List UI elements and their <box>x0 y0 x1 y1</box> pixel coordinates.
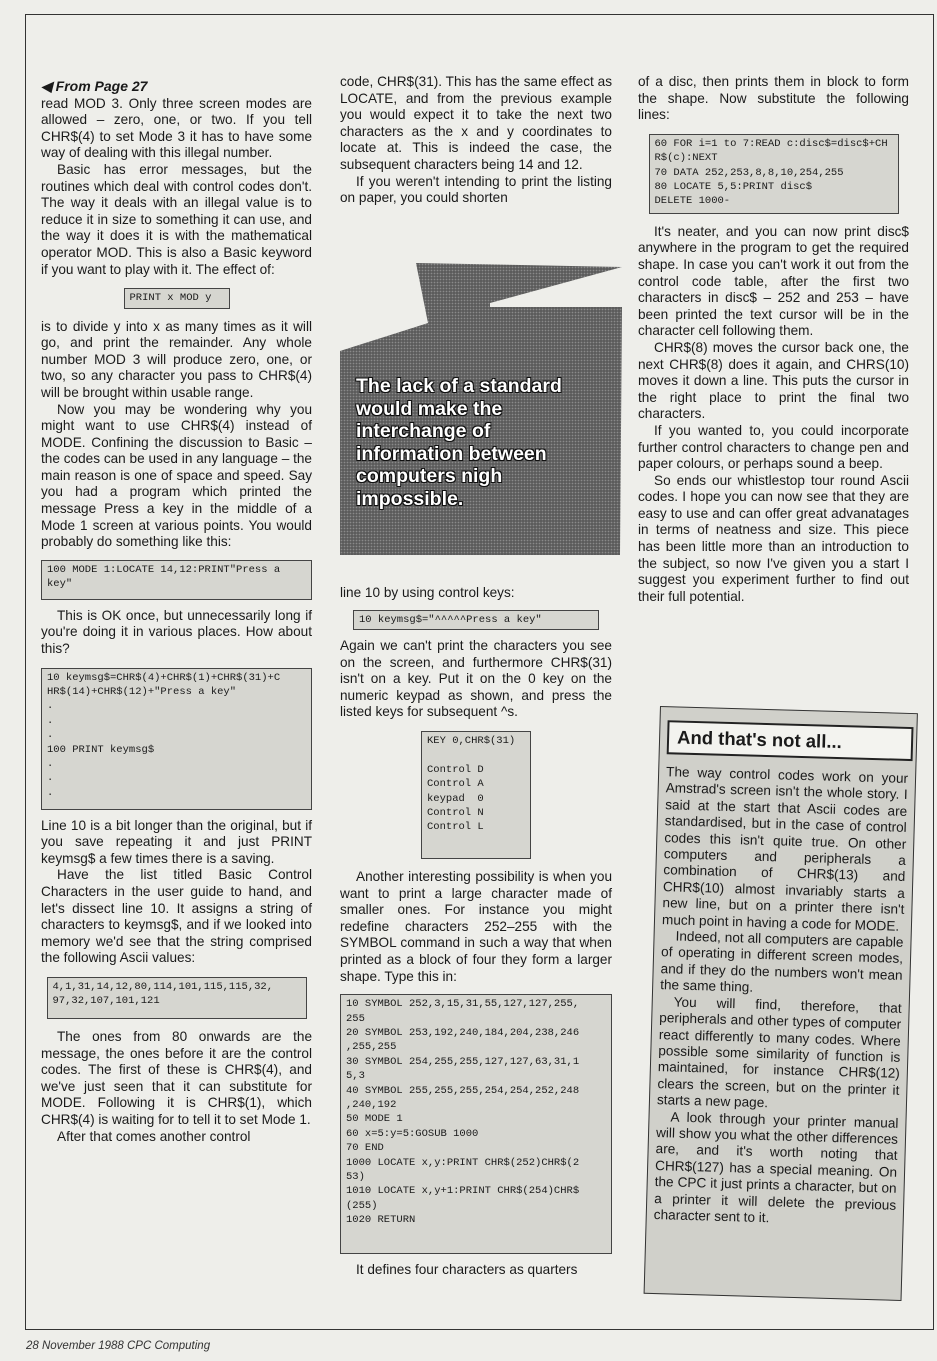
column-3 <box>638 74 909 605</box>
code-listing: 10 keymsg$=CHR$(4)+CHR$(1)+CHR$(31)+C HR$(14)+CHR$(12)+"Press a key" . . . 100 PRINT keymsg$ . . . <box>41 668 312 810</box>
paragraph: This is OK once, but unnecessarily long if you're doing it in various places. How about this? <box>41 607 312 657</box>
sidebar-box <box>643 706 922 1309</box>
paragraph: You will find, therefore, that peripherals and other types of computer react differently to many codes. Where possible some similarity of function is maintained, for instance CHR$(12) clears the screen, but on the printer it starts a new page. <box>656 994 902 1111</box>
paragraph: The way control codes work on your Amstrad's screen isn't the whole story. I said at the start that Ascii codes are standardised, but in the case of control codes this isn't quite true. On other computers and peripherals a combination of CHR$(13) and CHR$(10) almost invariably starts a new line, but on a printer there isn't much point in having a code for MODE. <box>661 764 909 934</box>
pull-quote <box>340 263 622 555</box>
paragraph: code, CHR$(31). This has the same effect as LOCATE, and from the previous example you would expect it to take the next two characters as the x and y coordinates to locate at. This is indeed the case, the subsequent characters being 14 and 12. <box>340 74 612 172</box>
paragraph: Now you may be wondering why you might want to use CHR$(4) instead of MODE. Confining the discussion to Basic – the codes can be used in any language – the main reason is one of space and speed. Say you had a program which printed the message Press a key in the middle of a Mode 1 screen at various points. You would probably do something like this: <box>41 401 312 550</box>
column-1 <box>41 80 312 1145</box>
column-2-bottom <box>340 585 612 1279</box>
paragraph: Line 10 is a bit longer than the original, but if you save repeating it and just PRINT keymsg$ a few times there is a saving. <box>41 817 312 866</box>
paragraph: Basic has error messages, but the routines which deal with control codes don't. The way it deals with an illegal value is to reduce it in size to something it can use, and the way it does it is with the mathematical operator MOD. This is also a Basic keyword if you want to play with it. The effect of: <box>41 161 312 277</box>
code-listing: KEY 0,CHR$(31) Control D Control A keypad 0 Control N Control L <box>421 731 531 859</box>
continued-from-label: From Page 27 <box>55 78 148 94</box>
paragraph: A look through your printer manual will show you what the other differences are, and it's worth noting that CHR$(127) has a special meaning. On the CPC it just prints a character, but on a printer it will delete the previous character sent to it. <box>653 1108 899 1226</box>
paragraph: line 10 by using control keys: <box>340 585 515 600</box>
continued-from-heading <box>41 78 312 95</box>
arrow-left-icon: ◀ <box>41 78 56 94</box>
paragraph: The ones from 80 onwards are the message, the ones before it are the control codes. The first of these is CHR$(4), and we've just seen that it can substitute for MODE. Following it is CHR$(1), which CHR$(4) is waiting for to tell it to set Mode 1. <box>41 1028 312 1127</box>
paragraph: It defines four characters as quarters <box>356 1262 578 1278</box>
paragraph: read MOD 3. Only three screen modes are allowed – zero, one, or two. If you tell CHR$(4) to set Mode 3 it has to have some way of dealing with this illegal number. <box>41 95 312 161</box>
paragraph: Indeed, not all computers are capable of operating in different screen modes, and if they do the numbers won't mean the same thing. <box>660 928 904 995</box>
paragraph: It's neater, and you can now print disc$ anywhere in the program to get the required shape. In case you can't work it out from the control code table, after the first two characters in disc$ – 252 and 253 – have been printed the text cursor will be in the character cell following them. <box>638 223 909 339</box>
paragraph: Another interesting possibility is when you want to print a large character made of smaller ones. For instance you might redefine characters 252–255 with the SYMBOL command in such a way that when printed as a block of four they form a larger shape. Type this in: <box>340 868 612 984</box>
paragraph: If you wanted to, you could incorporate further control characters to change pen and paper colours, or perhaps sound a beep. <box>638 422 909 472</box>
paragraph: Again we can't print the characters you see on the screen, and furthermore CHR$(31) isn't on a key. Put it on the 0 key on the numeric keypad as shown, and press the listed keys for subsequent ^s. <box>340 638 612 720</box>
paragraph: If you weren't intending to print the listing on paper, you could shorten <box>340 173 612 206</box>
code-listing: 100 MODE 1:LOCATE 14,12:PRINT"Press a key" <box>41 560 312 600</box>
paragraph: So ends our whistlestop tour round Ascii codes. I hope you can now see that they are easy to use and can offer great advanatages in terms of neatness and size. This piece has been little more than an introduction to the subject, so now I've given you a start I suggest you experiment further to find out their full potential. <box>638 472 909 604</box>
code-listing: 10 keymsg$="^^^^^Press a key" <box>353 610 599 630</box>
column-2-top <box>340 74 612 207</box>
paragraph: After that comes another control <box>57 1128 251 1144</box>
paragraph: is to divide y into x as many times as it will go, and print the remainder. Any whole number MOD 3 will produce zero, one, or two, so any character you pass to CHR$(4) will be brought within usable range. <box>41 318 312 400</box>
code-listing: PRINT x MOD y <box>124 288 230 308</box>
code-listing: 10 SYMBOL 252,3,15,31,55,127,127,255, 255 20 SYMBOL 253,192,240,184,204,238,246 ,255,255 30 SYMBOL 254,255,255,127,127,63,31,1 5,3 40 SYMBOL 255,255,255,254,254,252,248 ,240,192 50 MODE 1 60 x=5:y=5:GOSUB 1000 70 END 1000 LOCATE x,y:PRINT CHR$(252)CHR$(2 53) 1010 LOCATE x,y+1:PRINT CHR$(254)CHR$ (255) 1020 RETURN <box>340 994 612 1254</box>
paragraph: CHR$(8) moves the cursor back one, the next CHR$(8) does it again, and CHRS(10) moves it down a line. This puts the cursor in the right place to print the final two characters. <box>638 339 909 422</box>
paragraph: of a disc, then prints them in block to form the shape. Now substitute the following lines: <box>638 74 909 123</box>
paragraph: Have the list titled Basic Control Characters in the user guide to hand, and let's dissect line 10. It assigns a string of characters to keymsg$, and if we looked into memory we'd see that the string comprised the following Ascii values: <box>41 867 312 966</box>
page-footer: 28 November 1988 CPC Computing <box>26 1340 211 1352</box>
sidebar-text <box>654 764 909 1230</box>
pull-quote-text: The lack of a standard would make the interchange of information between computers nigh impossible. <box>356 375 562 510</box>
code-listing: 60 FOR i=1 to 7:READ c:disc$=disc$+CH R$(c):NEXT 70 DATA 252,253,8,8,10,254,255 80 LOCATE 5,5:PRINT disc$ DELETE 1000- <box>649 134 899 214</box>
code-listing: 4,1,31,14,12,80,114,101,115,115,32, 97,32,107,101,121 <box>47 977 307 1019</box>
sidebar-title: And that's not all... <box>667 720 914 761</box>
